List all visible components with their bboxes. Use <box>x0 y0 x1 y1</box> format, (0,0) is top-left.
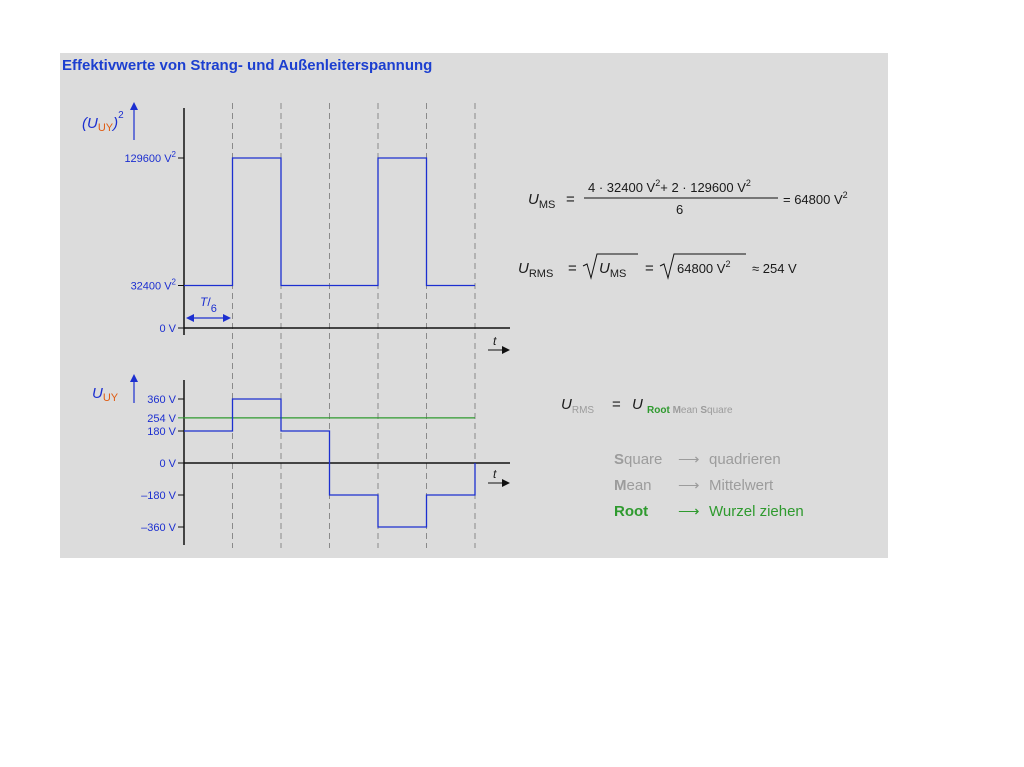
bottom-y-tick-label: –360 V <box>141 522 176 534</box>
legend-arrow: ⟶ <box>678 477 700 494</box>
top-y-tick-label: 129600 $V^2$ <box>124 150 176 165</box>
period-label: T/6 <box>200 295 217 315</box>
formula-rms <box>518 254 797 280</box>
svg-text:=: = <box>645 260 654 277</box>
slide-title: Effektivwerte von Strang- und Außenleiterspannung <box>62 57 433 74</box>
legend-meaning: quadrieren <box>709 451 781 468</box>
top-y-tick-label: 0 V <box>159 323 176 335</box>
svg-text:U: U <box>632 396 643 413</box>
svg-text:=: = <box>568 260 577 277</box>
svg-text:6: 6 <box>676 202 684 217</box>
bottom-y-tick-label: 360 V <box>147 394 176 406</box>
top-y-ticks <box>124 150 184 335</box>
rms-legend <box>614 451 804 520</box>
bottom-y-tick-label: –180 V <box>141 490 176 502</box>
bottom-y-tick-label: 180 V <box>147 426 176 438</box>
legend-meaning: Mittelwert <box>709 477 774 494</box>
bottom-y-tick-label: 254 V <box>147 412 176 425</box>
top-x-label: t <box>493 334 497 348</box>
legend-arrow: ⟶ <box>678 451 700 468</box>
svg-text:=: = <box>566 191 575 208</box>
svg-text:= 64800 V2: = 64800 $V^2$ <box>783 190 848 207</box>
svg-text:Root Mean Square: Root Mean Square <box>647 405 733 416</box>
svg-text:=: = <box>612 396 621 413</box>
legend-meaning: Wurzel ziehen <box>709 503 804 520</box>
top-y-tick-label: 32400 $V^2$ <box>130 277 176 293</box>
svg-text:≈ 254 V: ≈ 254 V <box>752 261 797 276</box>
formula-definition <box>561 396 733 416</box>
period-gridlines <box>233 103 476 548</box>
svg-text:URMS: $U_{RMS}$ <box>561 396 595 416</box>
legend-term: Mean <box>614 477 652 494</box>
svg-text:64800 V2: 64800 $V^2$ <box>677 259 731 276</box>
svg-text:4 · 32400 V2+ 2 · 129600 V2: 4 · 32400 $V^2+ 2 \cdot 129600$ $V^2$ <box>588 178 751 195</box>
top-ylabel: $(U_{UY})^2$ <box>82 110 124 134</box>
bottom-ylabel: $U_{UY}$ <box>92 385 119 404</box>
legend-arrow: ⟶ <box>678 503 700 520</box>
legend-term: Square <box>614 451 663 468</box>
svg-text:URMS: $U_{RMS}$ <box>518 260 554 280</box>
legend-term: Root <box>614 503 649 520</box>
svg-text:UMS: $U_{MS}$ <box>599 260 627 280</box>
formula-ms <box>528 178 848 217</box>
bottom-y-ticks <box>141 394 184 534</box>
bottom-x-label: t <box>493 467 497 481</box>
bottom-y-tick-label: 0 V <box>159 458 176 470</box>
svg-text:UMS: $U_{MS}$ <box>528 191 556 211</box>
